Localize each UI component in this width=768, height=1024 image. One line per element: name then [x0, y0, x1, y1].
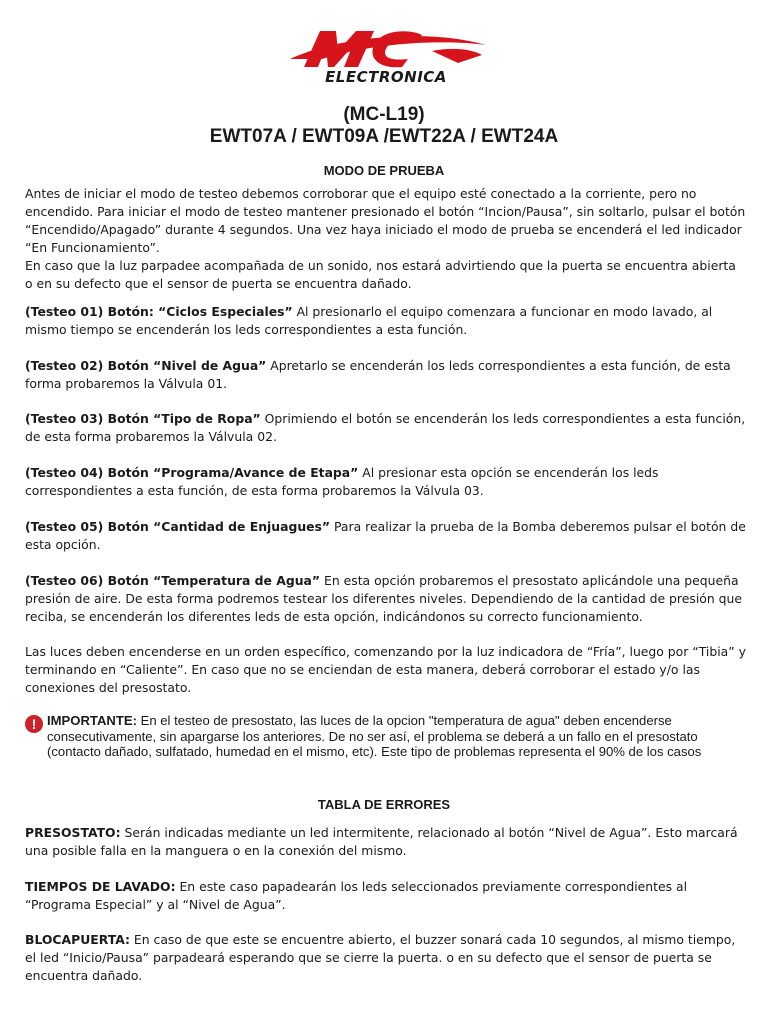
test-01 [25, 303, 747, 339]
intro-paragraph-1: Antes de iniciar el modo de testeo debemos corroborar que el equipo esté conectado a la corriente, pero no encendido. Para iniciar el modo de testeo mantener presionado el botón “Incion/Pausa”, sin soltarlo, pulsar el botón “Encendido/Apagado” durante 4 segundos. Una vez haya iniciado el modo de prueba se encenderá el led indicador “En Funcionamiento”. [25, 186, 746, 255]
error-text: En este caso papadearán los leds seleccionados previamente correspondientes al “Programa Especial” y al “Nivel de Agua”. [25, 879, 688, 912]
error-label: PRESOSTATO: [25, 825, 121, 840]
intro-block [25, 185, 747, 293]
test-label: (Testeo 01) Botón: “Ciclos Especiales” [25, 304, 293, 319]
test-text: Oprimiendo el botón se encenderán los leds correspondientes a esta función, de esta forma probaremos la Válvula 02. [25, 411, 746, 444]
lights-note [25, 643, 747, 697]
error-blocapuerta [25, 931, 747, 985]
test-label: (Testeo 02) Botón “Nivel de Agua” [25, 358, 267, 373]
models-title: EWT07A / EWT09A /EWT22A / EWT24A [209, 126, 559, 147]
svg-text:ELECTRONICA: ELECTRONICA [325, 68, 447, 86]
test-label: (Testeo 04) Botón “Programa/Avance de Etapa” [25, 465, 359, 480]
test-text: Para realizar la prueba de la Bomba deberemos pulsar el botón de esta opción. [25, 519, 746, 552]
error-label: BLOCAPUERTA: [25, 932, 130, 947]
test-06 [25, 572, 747, 626]
test-label: (Testeo 05) Botón “Cantidad de Enjuagues” [25, 519, 331, 534]
test-04 [25, 464, 747, 500]
error-label: TIEMPOS DE LAVADO: [25, 879, 176, 894]
test-label: (Testeo 06) Botón “Temperatura de Agua” [25, 573, 321, 588]
test-text: Apretarlo se encenderán los leds correspondientes a esta función, de esta forma probaremos la Válvula 01. [25, 358, 731, 391]
test-05 [25, 518, 747, 554]
test-02 [25, 357, 747, 393]
error-text: Serán indicadas mediante un led intermitente, relacionado al botón “Nivel de Agua”. Esto marcará una posible falla en la manguera o en la conexión del mismo. [25, 825, 738, 858]
important-label: IMPORTANTE: [47, 713, 137, 728]
errors-heading: TABLA DE ERRORES [317, 797, 451, 812]
test-text: En esta opción probaremos el presostato aplicándole una pequeña presión de aire. De esta forma podremos testear los diferentes niveles. Dependiendo de la cantidad de presión que reciba, se encenderán los diferentes leds de esta opción, indicándonos su correcto funcionamiento. [25, 573, 742, 624]
error-tiempos-lavado [25, 878, 747, 914]
lights-note-text: Las luces deben encenderse en un orden específico, comenzando por la luz indicadora de “Fría”, luego por “Tibia” y terminando en “Caliente”. En caso que no se enciendan de esta manera, deberá corroborar el estado y/o las conexiones del presostato. [25, 644, 746, 695]
exclamation-icon: ! [25, 715, 43, 733]
test-03 [25, 410, 747, 446]
important-text: En el testeo de presostato, las luces de la opcion "temperatura de agua" deben encenderse consecutivamente, sin apargarse los anteriores. De no ser así, el problema se deberá a un fallo en el presostato (contacto dañado, sulfatado, humedad en el mismo, etc). Este tipo de problemas representa el 90% de los casos [47, 713, 702, 759]
intro-paragraph-2: En caso que la luz parpadee acompañada de un sonido, nos estará advirtiendo que la puerta se encuentra abierta o en su defecto que el sensor de puerta se encuentra dañado. [25, 258, 736, 291]
error-presostato [25, 824, 747, 860]
model-code: (MC-L19) [343, 104, 425, 125]
test-text: Al presionarlo el equipo comenzara a funcionar en modo lavado, al mismo tiempo se encenderán los leds correspondientes a esta función. [25, 304, 713, 337]
mc-electronica-logo [282, 25, 488, 87]
important-note [25, 713, 747, 760]
test-mode-heading: MODO DE PRUEBA [323, 163, 445, 178]
error-text: En caso de que este se encuentre abierto, el buzzer sonará cada 10 segundos, al mismo tiempo, el led “Inicio/Pausa” parpadeará esperando que se cierre la puerta. o en su defecto que el sensor de puerta se encuentra dañado. [25, 932, 736, 983]
test-text: Al presionar esta opción se encenderán los leds correspondientes a esta función, de esta forma probaremos la Válvula 03. [25, 465, 659, 498]
test-label: (Testeo 03) Botón “Tipo de Ropa” [25, 411, 261, 426]
